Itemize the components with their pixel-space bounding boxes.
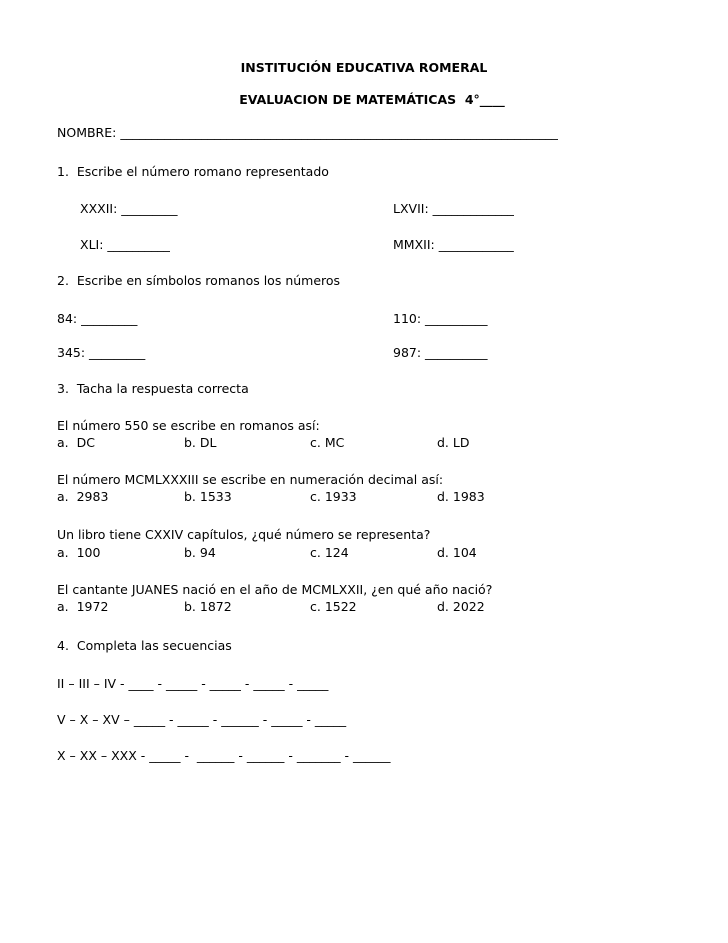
option-d: d. LD xyxy=(437,435,470,450)
question-1-title: 1. Escribe el número romano representado xyxy=(57,164,329,179)
option-d: d. 2022 xyxy=(437,599,485,614)
q2-item-345: 345: _________ xyxy=(57,345,146,360)
option-a: a. 100 xyxy=(57,545,101,560)
option-c: c. 1933 xyxy=(310,489,357,504)
q3-question-3: Un libro tiene CXXIV capítulos, ¿qué número se representa? xyxy=(57,527,431,542)
option-c: c. 124 xyxy=(310,545,349,560)
q2-item-110: 110: __________ xyxy=(393,311,488,326)
q1-item-xxxii: XXXII: _________ xyxy=(80,201,178,216)
option-c: c. 1522 xyxy=(310,599,357,614)
q2-item-987: 987: __________ xyxy=(393,345,488,360)
name-field-line: NOMBRE: ______________________________________________________________________ xyxy=(57,125,558,140)
q1-item-mmxii: MMXII: ____________ xyxy=(393,237,514,252)
evaluation-title: EVALUACION DE MATEMÁTICAS 4°____ xyxy=(239,92,505,107)
option-d: d. 104 xyxy=(437,545,477,560)
sequence-1: II – III – IV - ____ - _____ - _____ - _____ - _____ xyxy=(57,676,329,691)
sequence-2: V – X – XV – _____ - _____ - ______ - _____ - _____ xyxy=(57,712,347,727)
option-d: d. 1983 xyxy=(437,489,485,504)
q3-question-4: El cantante JUANES nació en el año de MCMLXXII, ¿en qué año nació? xyxy=(57,582,493,597)
q1-item-lxvii: LXVII: _____________ xyxy=(393,201,514,216)
option-b: b. 1533 xyxy=(184,489,232,504)
question-4-title: 4. Completa las secuencias xyxy=(57,638,232,653)
option-b: b. 94 xyxy=(184,545,216,560)
sequence-3: X – XX – XXX - _____ - ______ - ______ - _______ - ______ xyxy=(57,748,391,763)
option-b: b. 1872 xyxy=(184,599,232,614)
q3-question-1: El número 550 se escribe en romanos así: xyxy=(57,418,320,433)
question-2-title: 2. Escribe en símbolos romanos los números xyxy=(57,273,341,288)
option-a: a. 2983 xyxy=(57,489,109,504)
q3-question-2: El número MCMLXXXIII se escribe en numeración decimal así: xyxy=(57,472,444,487)
question-3-title: 3. Tacha la respuesta correcta xyxy=(57,381,249,396)
option-c: c. MC xyxy=(310,435,345,450)
option-a: a. DC xyxy=(57,435,95,450)
option-b: b. DL xyxy=(184,435,217,450)
q1-item-xli: XLI: __________ xyxy=(80,237,170,252)
q2-item-84: 84: _________ xyxy=(57,311,138,326)
institution-title: INSTITUCIÓN EDUCATIVA ROMERAL xyxy=(240,60,488,75)
option-a: a. 1972 xyxy=(57,599,109,614)
